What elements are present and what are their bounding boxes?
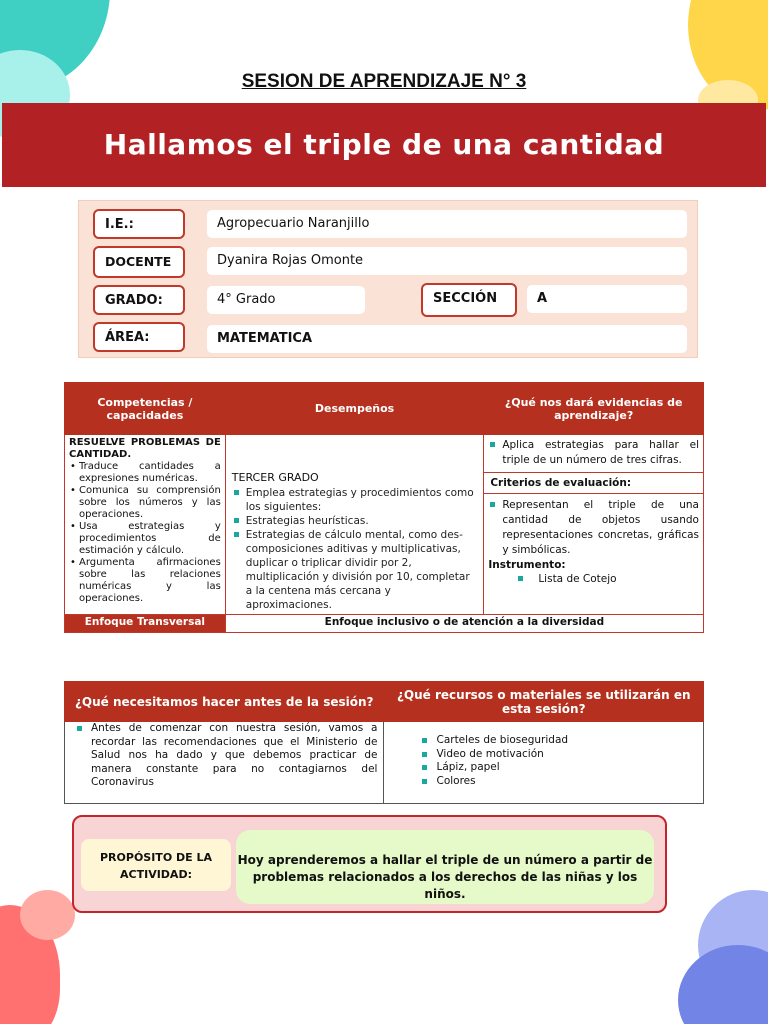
- criterios-title: Criterios de evaluación:: [484, 473, 703, 494]
- enfoque-value: Enfoque inclusivo o de atención a la diversidad: [225, 615, 703, 633]
- instrumento-label: Instrumento:: [488, 559, 566, 571]
- proposito-text: Hoy aprenderemos a hallar el triple de un número a partir de problemas relacionados a los derechos de las niñas y los niños.: [236, 830, 654, 904]
- recurso-item: Carteles de bioseguridad: [420, 734, 697, 748]
- area-value: MATEMATICA: [207, 325, 687, 353]
- evidencias-cell: [484, 435, 704, 615]
- seccion-value: A: [527, 285, 687, 313]
- header-desempenos: Desempeños: [225, 383, 484, 435]
- capacidad-item: • Comunica su comprensión sobre los números y las operaciones.: [69, 485, 221, 521]
- ie-label: I.E.:: [93, 209, 185, 239]
- seccion-label: SECCIÓN: [421, 283, 517, 317]
- grado-label: GRADO:: [93, 285, 185, 315]
- desempeno-item: Estrategias de cálculo mental, como des-composiciones aditivas y multiplicativas, duplicar o triplicar dividir por 2, multiplicación y división por 10, completar a la centena más cercana y aproximaciones.: [232, 528, 478, 612]
- recurso-item: Colores: [420, 775, 697, 789]
- instrumento-value: Lista de Cotejo: [488, 571, 699, 587]
- enfoque-label: Enfoque Transversal: [65, 615, 226, 633]
- header-competencias: Competencias / capacidades: [65, 383, 226, 435]
- antes-item: Antes de comenzar con nuestra sesión, vamos a recordar las recomendaciones que el Ministerio de Salud nos ha dado y que debemos practicar de manera constante para no contagiarnos del Coronavirus: [75, 722, 377, 790]
- desempeno-item: Emplea estrategias y procedimientos como los siguientes:: [232, 486, 478, 514]
- criterios-block: [484, 494, 703, 589]
- main-title-banner: Hallamos el triple de una cantidad: [2, 103, 766, 187]
- desempenos-cell: [225, 435, 484, 615]
- recursos-cell: [384, 722, 704, 804]
- docente-value: Dyanira Rojas Omonte: [207, 247, 687, 275]
- capacidad-item: • Argumenta afirmaciones sobre las relaciones numéricas y las operaciones.: [69, 557, 221, 605]
- competencia-title: RESUELVE PROBLEMAS DE CANTIDAD.: [69, 437, 221, 460]
- antes-cell: [65, 722, 384, 804]
- header-evidencias: ¿Qué nos dará evidencias de aprendizaje?: [484, 383, 704, 435]
- proposito-box: [72, 815, 667, 913]
- grado-value: 4° Grado: [207, 286, 365, 314]
- competencias-table: [64, 382, 704, 633]
- grado-heading: TERCER GRADO: [231, 471, 319, 484]
- decorative-blob-blue: [678, 945, 768, 1024]
- evidencia-block: [484, 435, 703, 473]
- criterio-item: Representan el triple de una cantidad de objetos usando representaciones concretas, gráficas y simbólicas.: [488, 498, 699, 558]
- header-recursos: ¿Qué recursos o materiales se utilizarán en esta sesión?: [384, 682, 704, 722]
- info-box: [78, 200, 698, 358]
- docente-label: DOCENTE: [93, 246, 185, 278]
- proposito-label: PROPÓSITO DE LA ACTIVIDAD:: [81, 839, 231, 891]
- recurso-item: Lápiz, papel: [420, 761, 697, 775]
- area-label: ÁREA:: [93, 322, 185, 352]
- capacidad-item: • Traduce cantidades a expresiones numéricas.: [69, 461, 221, 485]
- desempeno-item: Estrategias heurísticas.: [232, 514, 478, 528]
- competencias-cell: [65, 435, 226, 615]
- decorative-blob-pink: [20, 890, 75, 940]
- recurso-item: Video de motivación: [420, 748, 697, 762]
- preparacion-table: [64, 681, 704, 804]
- header-antes: ¿Qué necesitamos hacer antes de la sesión?: [65, 682, 384, 722]
- session-title: SESION DE APRENDIZAJE N° 3: [241, 71, 527, 92]
- evidencia-item: Aplica estrategias para hallar el triple de un número de tres cifras.: [488, 438, 699, 468]
- capacidad-item: • Usa estrategias y procedimientos de estimación y cálculo.: [69, 521, 221, 557]
- ie-value: Agropecuario Naranjillo: [207, 210, 687, 238]
